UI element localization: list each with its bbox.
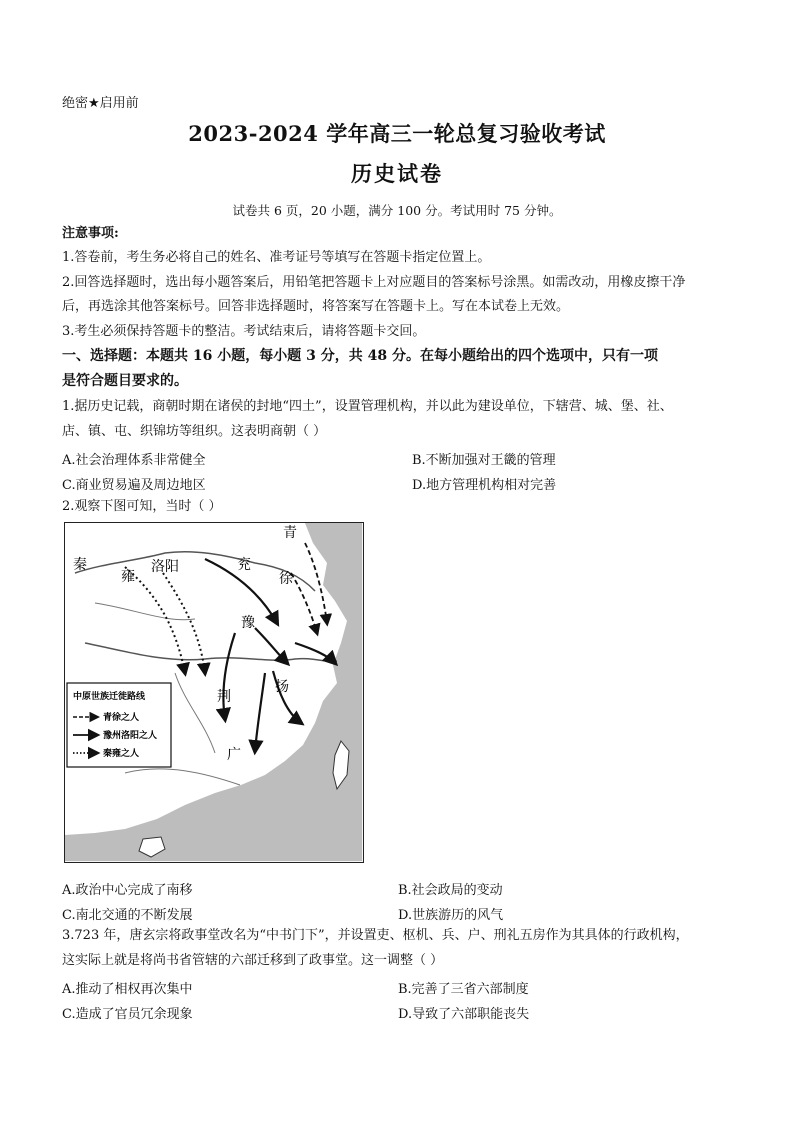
q3-option-a[interactable]: A.推动了相权再次集中 bbox=[62, 982, 193, 997]
legend-item-qingxu: 青徐之人 bbox=[103, 713, 140, 723]
question-2-stem: 2.观察下图可知，当时（ ） bbox=[62, 499, 222, 514]
map-legend bbox=[67, 683, 171, 767]
confidential-label: 绝密★启用前 bbox=[62, 96, 139, 111]
question-1-stem: 1.据历史记载，商朝时期在诸侯的封地“四土”，设置管理机构，并以此为建设单位，下辖营、城、堡、社、 bbox=[62, 399, 673, 414]
q1-option-a[interactable]: A.社会治理体系非常健全 bbox=[62, 453, 206, 468]
q3-option-d[interactable]: D.导致了六部职能丧失 bbox=[398, 1007, 530, 1022]
q2-option-d[interactable]: D.世族游历的风气 bbox=[398, 908, 504, 923]
q1-option-c[interactable]: C.商业贸易遍及周边地区 bbox=[62, 478, 206, 493]
q1-option-b[interactable]: B.不断加强对王畿的管理 bbox=[412, 453, 556, 468]
q2-option-c[interactable]: C.南北交通的不断发展 bbox=[62, 908, 193, 923]
notice-item: 3.考生必须保持答题卡的整洁。考试结束后，请将答题卡交回。 bbox=[62, 324, 426, 339]
migration-map bbox=[64, 522, 364, 863]
question-3-stem-cont: 这实际上就是将尚书省管辖的六部迁移到了政事堂。这一调整（ ） bbox=[62, 953, 444, 968]
q2-option-b[interactable]: B.社会政局的变动 bbox=[398, 883, 503, 898]
notice-heading: 注意事项: bbox=[62, 226, 119, 241]
map-label-yong: 雍 bbox=[121, 569, 135, 585]
map-label-xu: 徐 bbox=[279, 571, 293, 587]
map-label-guang: 广 bbox=[227, 747, 241, 763]
q1-option-d[interactable]: D.地方管理机构相对完善 bbox=[412, 478, 557, 493]
exam-title: 2023-2024 学年高三一轮总复习验收考试 bbox=[188, 121, 606, 146]
section-heading-cont: 是符合题目要求的。 bbox=[62, 373, 188, 389]
q2-option-a[interactable]: A.政治中心完成了南移 bbox=[62, 883, 193, 898]
map-label-luoyang: 洛阳 bbox=[151, 559, 179, 575]
map-label-qin: 秦 bbox=[73, 557, 87, 573]
question-1-stem-cont: 店、镇、屯、织锦坊等组织。这表明商朝（ ） bbox=[62, 424, 327, 439]
question-3-stem: 3.723 年，唐玄宗将政事堂改名为“中书门下”，并设置吏、枢机、兵、户、刑礼五房作为其具体的行政机构， bbox=[62, 928, 689, 943]
notice-item: 1.答卷前，考生务必将自己的姓名、准考证号等填写在答题卡指定位置上。 bbox=[62, 250, 491, 265]
map-label-yu: 豫 bbox=[241, 615, 255, 631]
section-heading: 一、选择题：本题共 16 小题，每小题 3 分，共 48 分。在每小题给出的四个选项中，只有一项 bbox=[62, 348, 658, 364]
notice-item: 2.回答选择题时，选出每小题答案后，用铅笔把答题卡上对应题目的答案标号涂黑。如需改动，用橡皮擦干净 bbox=[62, 275, 686, 290]
subject-title: 历史试卷 bbox=[351, 161, 443, 186]
exam-info: 试卷共 6 页，20 小题，满分 100 分。考试用时 75 分钟。 bbox=[232, 203, 562, 218]
q3-option-b[interactable]: B.完善了三省六部制度 bbox=[398, 982, 529, 997]
map-label-yan: 兖 bbox=[237, 557, 251, 573]
map-label-yang: 扬 bbox=[275, 679, 289, 695]
map-label-qing: 青 bbox=[283, 525, 297, 541]
legend-item-qinyong: 秦雍之人 bbox=[103, 749, 140, 759]
legend-item-luoyang: 豫州洛阳之人 bbox=[103, 731, 158, 741]
q3-option-c[interactable]: C.造成了官员冗余现象 bbox=[62, 1007, 193, 1022]
legend-title: 中原世族迁徙路线 bbox=[73, 692, 146, 702]
map-label-jing: 荆 bbox=[217, 689, 231, 705]
notice-item: 后，再选涂其他答案标号。回答非选择题时，将答案写在答题卡上。写在本试卷上无效。 bbox=[62, 299, 570, 314]
